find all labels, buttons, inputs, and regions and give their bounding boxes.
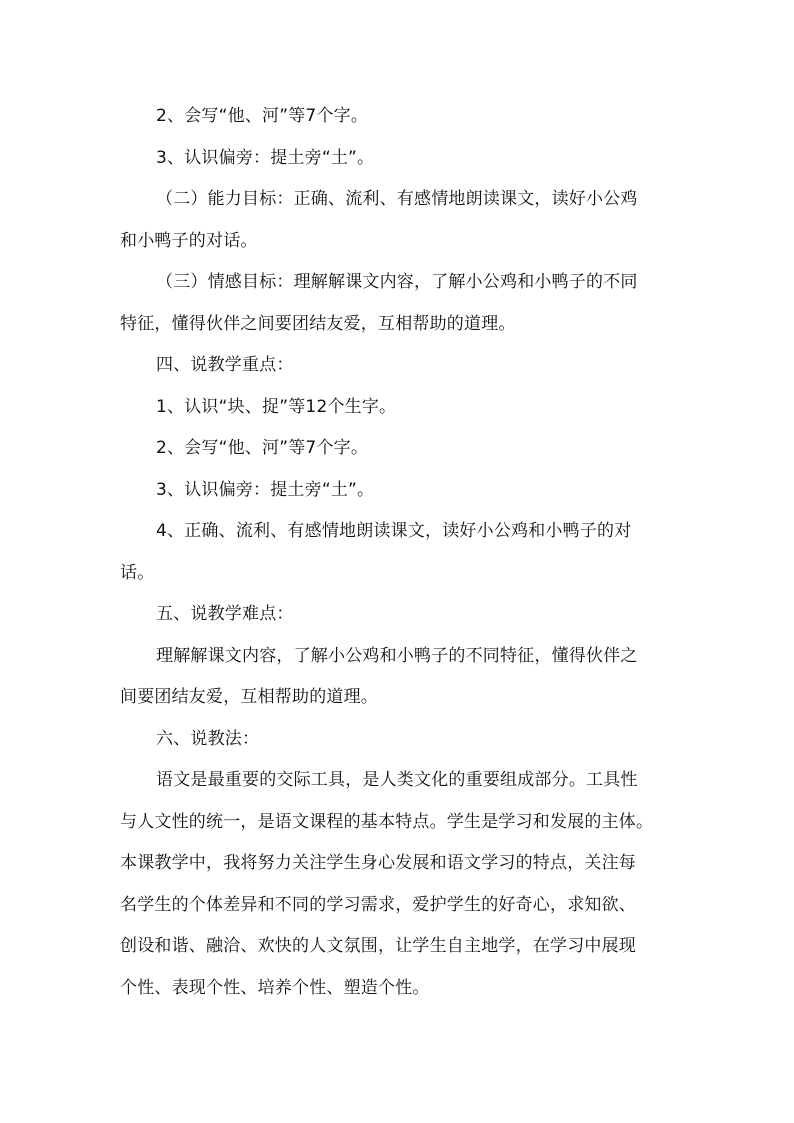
text-line-18: 与人文性的统一，是语文课程的基本特点。学生是学习和发展的主体。 [120, 811, 654, 832]
section-heading-difficulties: 五、说教学难点： [156, 604, 294, 624]
text-line-1: 2、会写“他、河”等7个字。 [156, 106, 369, 126]
text-line-9: 2、会写“他、河”等7个字。 [156, 438, 369, 458]
text-line-10: 3、认识偏旁：提土旁“土”。 [156, 479, 375, 500]
document-body [120, 96, 678, 1009]
text-line-20: 名学生的个体差异和不同的学习需求，爱护学生的好奇心，求知欲、 [120, 894, 636, 915]
section-heading-teaching-method: 六、说教法： [156, 728, 260, 749]
text-line-2: 3、认识偏旁：提土旁“土”。 [156, 147, 375, 168]
text-line-8: 1、认识“块、捉”等12个生字。 [156, 396, 397, 417]
text-line-17: 语文是最重要的交际工具，是人类文化的重要组成部分。工具性 [156, 770, 638, 790]
section-heading-key-points: 四、说教学重点： [156, 355, 294, 375]
text-line-14: 理解解课文内容，了解小公鸡和小鸭子的不同特征，懂得伙伴之 [156, 645, 638, 666]
text-line-12: 话。 [120, 562, 155, 583]
text-line-5: （三）情感目标：理解解课文内容，了解小公鸡和小鸭子的不同 [156, 272, 638, 292]
text-line-19: 本课教学中，我将努力关注学生身心发展和语文学习的特点，关注每 [120, 853, 636, 873]
text-line-4: 和小鸭子的对话。 [120, 230, 258, 251]
text-line-21: 创设和谐、融洽、欢快的人文氛围，让学生自主地学，在学习中展现 [120, 936, 636, 956]
text-line-3: （二）能力目标：正确、流利、有感情地朗读课文，读好小公鸡 [156, 189, 638, 209]
text-line-22: 个性、表现个性、培养个性、塑造个性。 [120, 977, 430, 998]
text-line-11: 4、正确、流利、有感情地朗读课文，读好小公鸡和小鸭子的对 [156, 521, 632, 541]
text-line-6: 特征，懂得伙伴之间要团结友爱，互相帮助的道理。 [120, 313, 516, 334]
text-line-15: 间要团结友爱，互相帮助的道理。 [120, 687, 378, 707]
